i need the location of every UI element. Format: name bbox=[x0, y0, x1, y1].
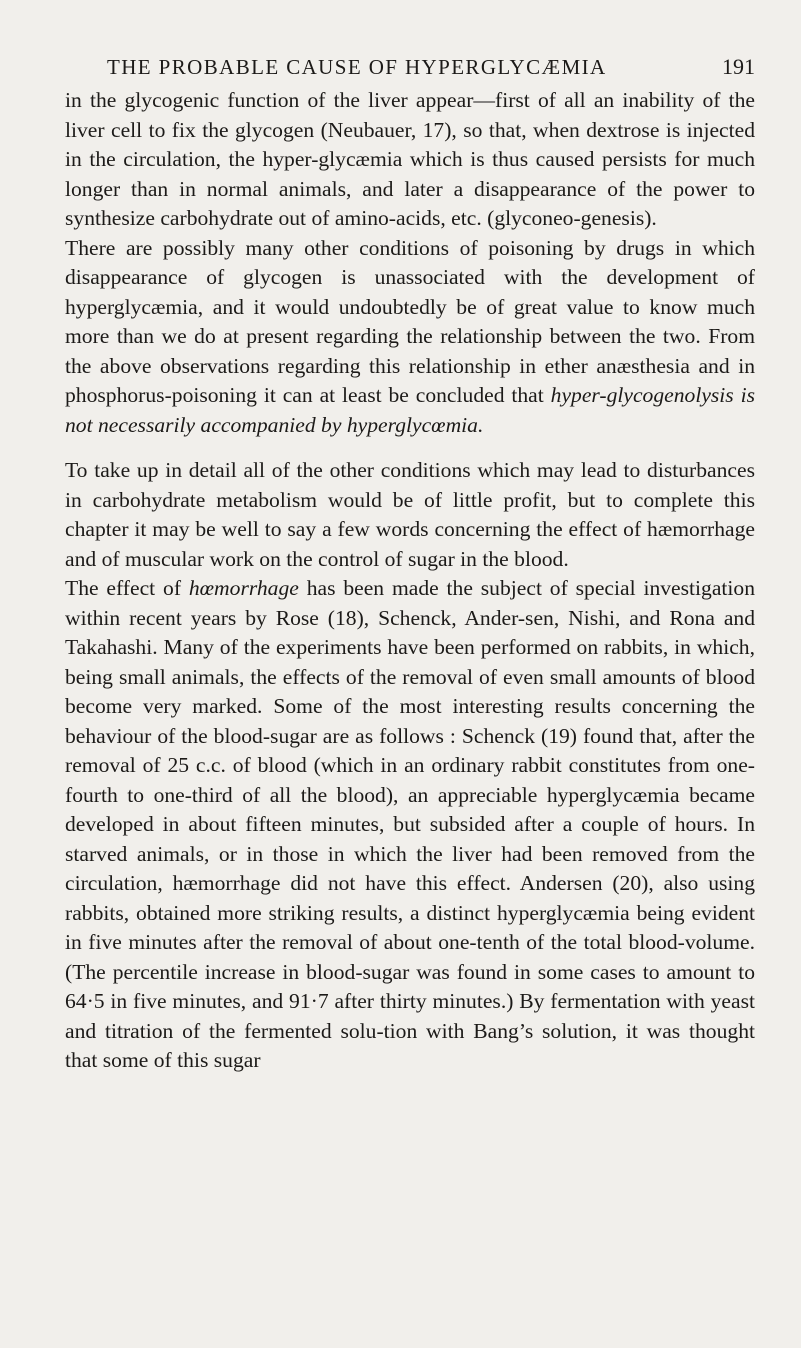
page-header bbox=[65, 53, 755, 83]
body-text bbox=[65, 86, 755, 1076]
paragraph-2 bbox=[65, 234, 755, 441]
paragraph-2-text: There are possibly many other conditions of poisoning by drugs in which disappearance of glycogen is unassociated with the development of hyperglycæmia, and it would undoubtedly be of great value to know much more than we do at present regarding the relationship between the two. From the above observations regarding this relationship in ether anæsthesia and in phosphorus-poisoning it can at least be concluded that bbox=[65, 235, 755, 407]
paragraph-4-text-rest: has been made the subject of special investigation within recent years by Rose (18), Schenck, Ander-sen, Nishi, and Rona and Takahashi. Many of the experiments have been performed on rabbits, in which, being small animals, the effects of the removal of even small amounts of blood become very marked. Some of the most interesting results concerning the behaviour of the blood-sugar are as follows : Schenck (19) found that, after the removal of 25 c.c. of blood (which in an ordinary rabbit constitutes from one-fourth to one-third of all the blood), an appreciable hyperglycæmia became developed in about fifteen minutes, but subsided after a couple of hours. In starved animals, or in those in which the liver had been removed from the circulation, hæmorrhage did not have this effect. Andersen (20), also using rabbits, obtained more striking results, a distinct hyperglycæmia being evident in five minutes after the removal of about one-tenth of the total blood-volume. (The percentile increase in blood-sugar was found in some cases to amount to 64·5 in five minutes, and 91·7 after thirty minutes.) By fermentation with yeast and titration of the fermented solu-tion with Bang’s solution, it was thought that some of this sugar bbox=[65, 576, 755, 1072]
paragraph-1: in the glycogenic function of the liver appear—first of all an inability of the liver cell to fix the glycogen (Neubauer, 17), so that, when dextrose is injected in the circulation, the hyper-glycæmia which is thus caused persists for much longer than in normal animals, and later a disappearance of the power to synthesize carbohydrate out of amino-acids, etc. (glyconeo-genesis). bbox=[65, 88, 755, 230]
paragraph-2-italic: hyper-glycogenolysis is not necessarily accompanied by hyperglycœmia. bbox=[65, 383, 755, 437]
page-number: 191 bbox=[722, 54, 755, 79]
paragraph-4-text-start: The effect of bbox=[65, 576, 189, 600]
running-head: THE PROBABLE CAUSE OF HYPERGLYCÆMIA bbox=[107, 55, 607, 79]
paragraph-3: To take up in detail all of the other conditions which may lead to disturbances in carbohydrate metabolism would be of little profit, but to complete this chapter it may be well to say a few words concerning the effect of hæmorrhage and of muscular work on the control of sugar in the blood. bbox=[65, 458, 755, 571]
paragraph-4 bbox=[65, 574, 755, 1076]
paragraph-4-italic: hœmorrhage bbox=[188, 576, 299, 600]
